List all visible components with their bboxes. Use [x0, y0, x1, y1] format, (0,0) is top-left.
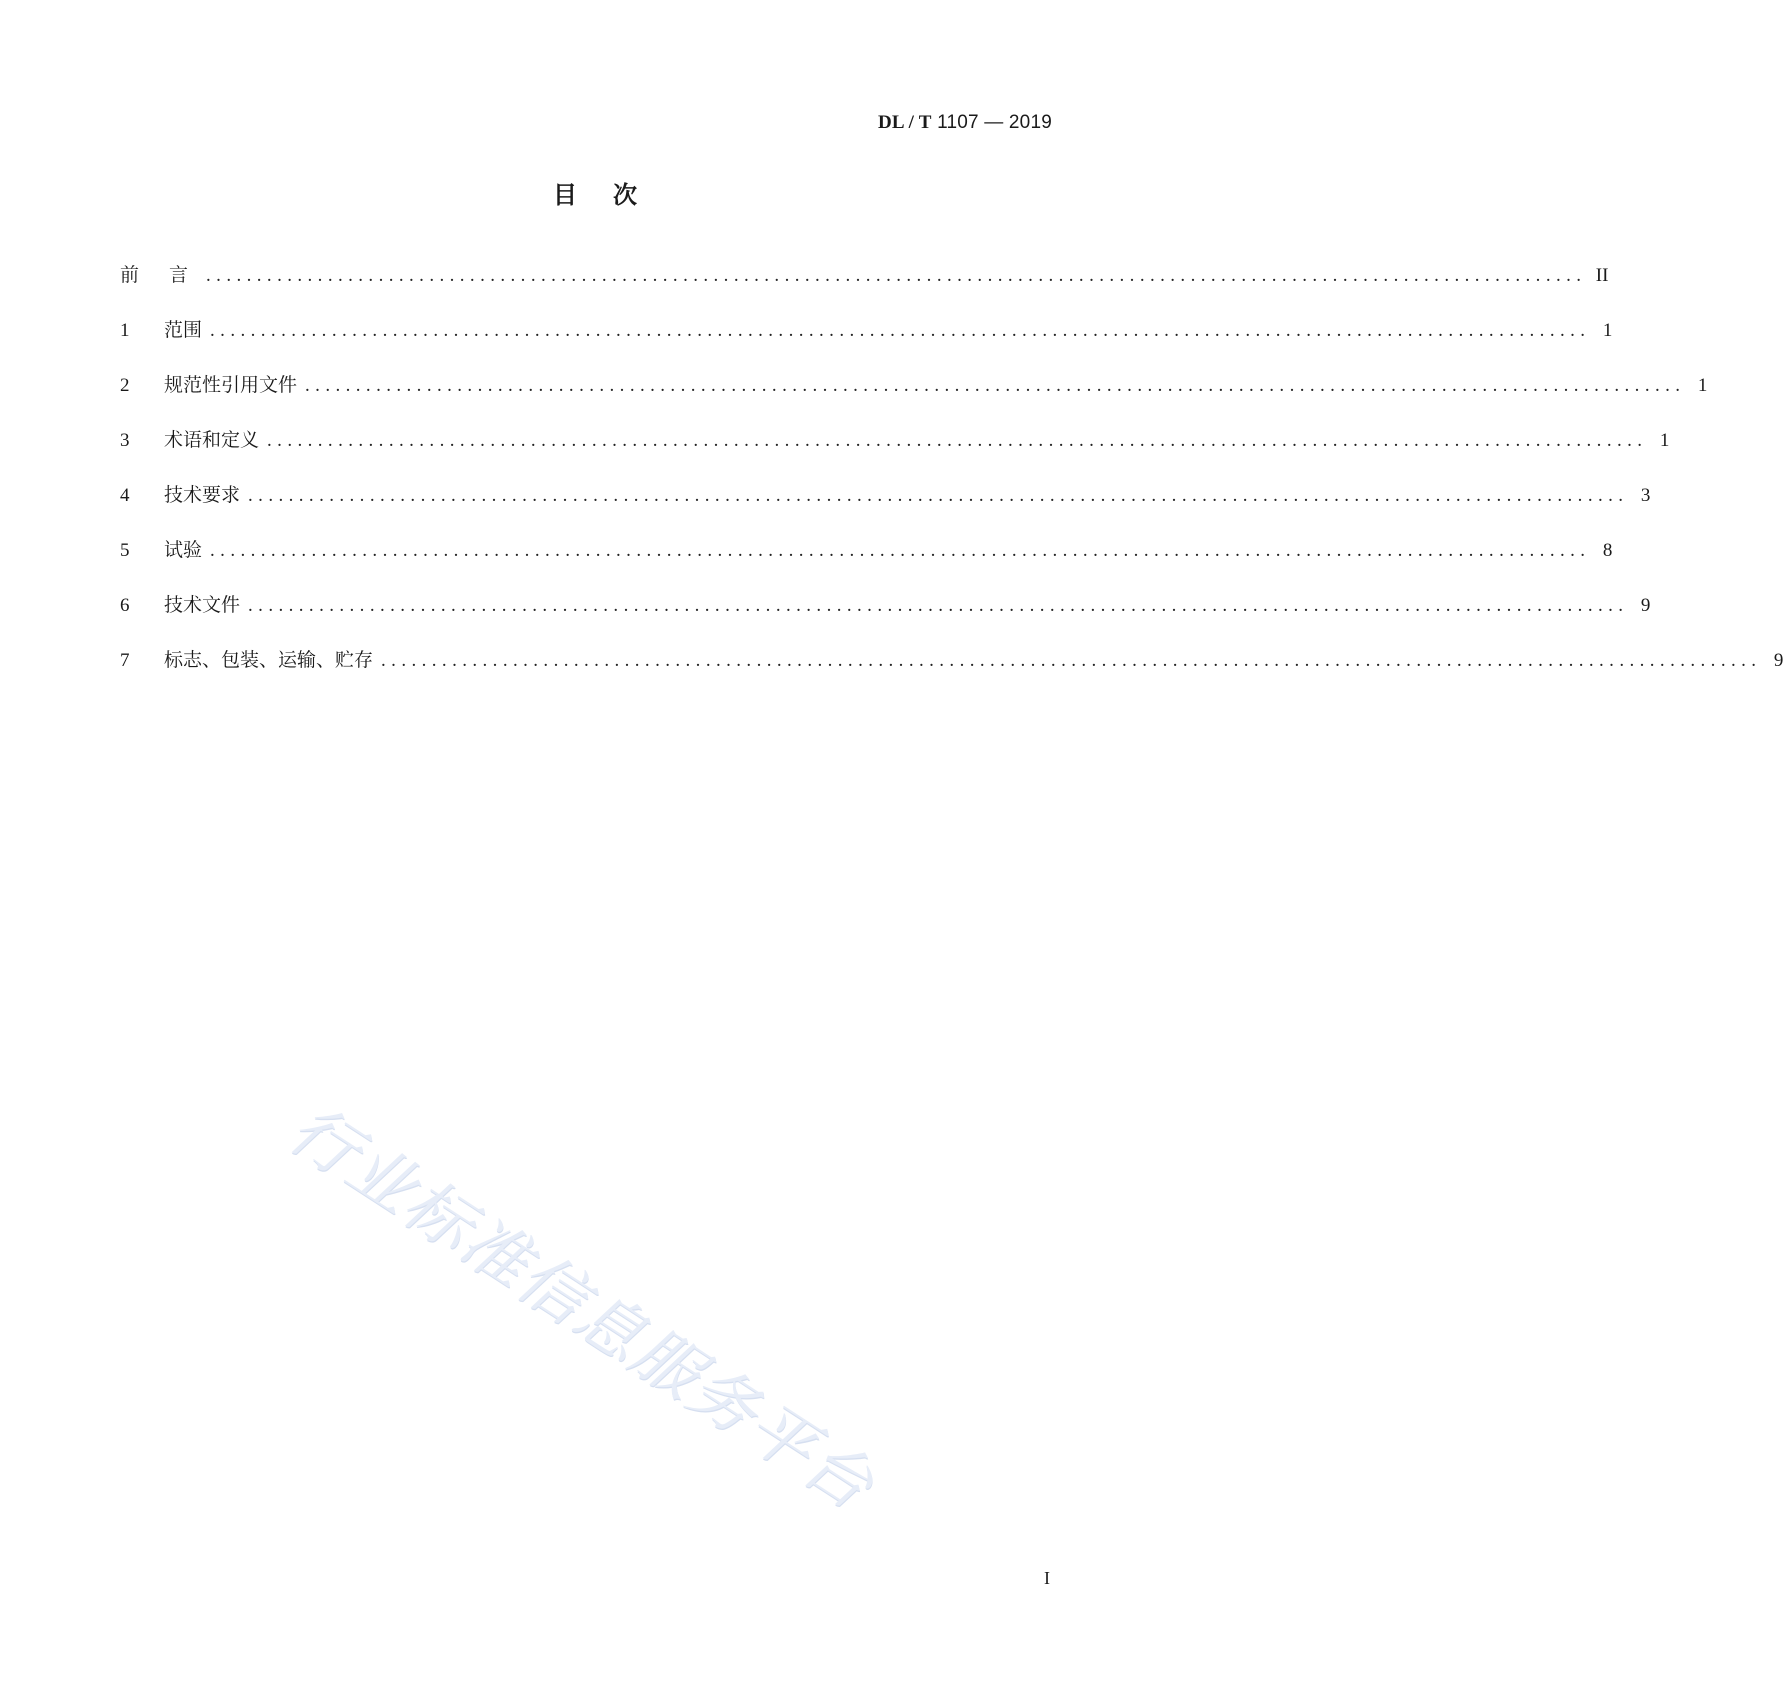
toc-entry-page: 3 — [1640, 485, 1651, 506]
toc-entry-technical-requirements[interactable] — [120, 480, 1651, 535]
toc-entry-label: 规范性引用文件 — [164, 374, 298, 396]
document-code-number: 1107 — 2019 — [931, 112, 1052, 133]
toc-entry-terms-definitions[interactable] — [120, 425, 1670, 480]
toc-entry-number: 4 — [120, 485, 130, 506]
toc-entry-number: 6 — [120, 595, 130, 616]
watermark: 行业标准信息服务平台 — [275, 1090, 888, 1526]
toc-entry-number: 1 — [120, 320, 130, 341]
toc-title: 目次 — [553, 181, 673, 209]
toc-entry-label: 技术要求 — [164, 484, 241, 506]
toc-entry-number: 7 — [120, 650, 130, 671]
toc-entry-page: 9 — [1640, 595, 1651, 616]
table-of-contents — [120, 260, 1783, 700]
toc-leader-dots: ........................................................................................................................................ — [206, 265, 1587, 286]
toc-leader-dots: ........................................................................................................................................ — [267, 430, 1648, 451]
toc-entry-page: 9 — [1773, 650, 1783, 671]
toc-entry-label: 标志、包装、运输、贮存 — [164, 649, 374, 671]
toc-leader-dots: ........................................................................................................................................ — [210, 320, 1591, 341]
toc-entry-label: 试验 — [164, 539, 203, 561]
document-code-prefix: DL / T — [877, 112, 932, 133]
toc-leader-dots: ........................................................................................................................................ — [305, 375, 1686, 396]
page-number: I — [1044, 1568, 1050, 1588]
document-code — [878, 112, 1052, 134]
toc-entry-page: II — [1595, 265, 1609, 286]
toc-entry-technical-documents[interactable] — [120, 590, 1651, 645]
toc-entry-page: 1 — [1602, 320, 1613, 341]
toc-entry-page: 1 — [1697, 375, 1708, 396]
toc-leader-dots: ........................................................................................................................................ — [248, 485, 1629, 506]
toc-entry-label: 前言 — [120, 264, 219, 286]
toc-entry-marking-packaging[interactable] — [120, 645, 1783, 700]
toc-entry-label: 术语和定义 — [164, 429, 260, 451]
toc-entry-page: 8 — [1602, 540, 1613, 561]
toc-entry-label: 技术文件 — [164, 594, 241, 616]
toc-leader-dots: ........................................................................................................................................ — [381, 650, 1762, 671]
toc-entry-label: 范围 — [164, 319, 203, 341]
toc-entry-page: 1 — [1659, 430, 1670, 451]
toc-entry-number: 5 — [120, 540, 130, 561]
toc-entry-tests[interactable] — [120, 535, 1613, 590]
toc-entry-number: 2 — [120, 375, 130, 396]
toc-entry-number: 3 — [120, 430, 130, 451]
toc-leader-dots: ........................................................................................................................................ — [248, 595, 1629, 616]
toc-entry-normative-references[interactable] — [120, 370, 1708, 425]
toc-entry-foreword[interactable] — [120, 260, 1609, 315]
toc-entry-scope[interactable] — [120, 315, 1613, 370]
toc-leader-dots: ........................................................................................................................................ — [210, 540, 1591, 561]
